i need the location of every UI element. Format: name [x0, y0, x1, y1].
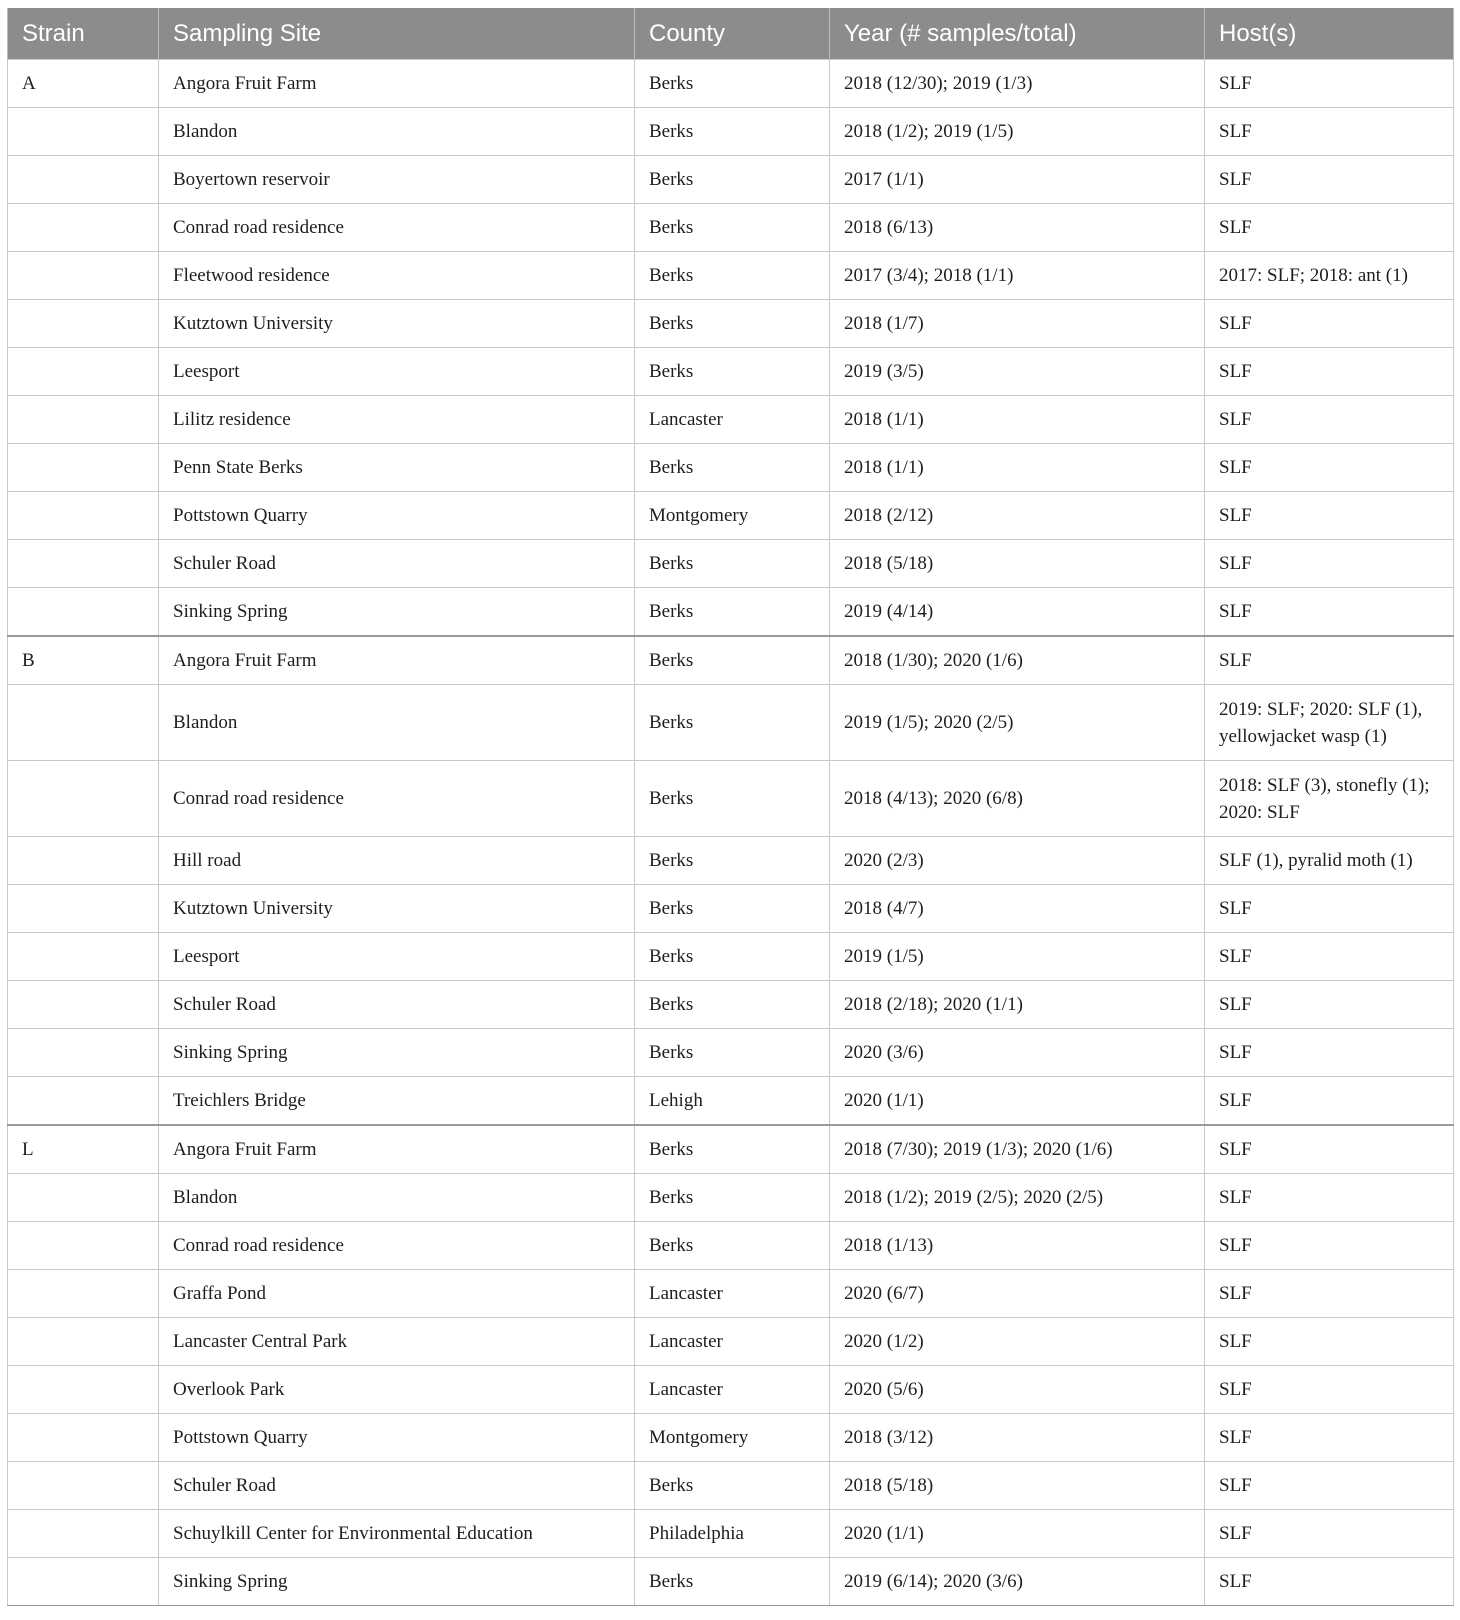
- cell-strain: [8, 885, 159, 933]
- cell-sampling-site: Conrad road residence: [159, 1222, 635, 1270]
- header-hosts: Host(s): [1205, 8, 1454, 60]
- cell-county: Berks: [635, 204, 830, 252]
- table-row: [8, 540, 1454, 588]
- table-row: [8, 60, 1454, 108]
- table-row: [8, 1558, 1454, 1606]
- cell-year: 2020 (3/6): [830, 1029, 1205, 1077]
- header-strain: Strain: [8, 8, 159, 60]
- cell-hosts: SLF: [1205, 636, 1454, 685]
- cell-sampling-site: Pottstown Quarry: [159, 492, 635, 540]
- cell-hosts: SLF: [1205, 1029, 1454, 1077]
- cell-sampling-site: Hill road: [159, 837, 635, 885]
- header-row: [8, 8, 1454, 60]
- cell-strain: [8, 1222, 159, 1270]
- table-row: [8, 1222, 1454, 1270]
- cell-sampling-site: Schuler Road: [159, 981, 635, 1029]
- table-row: [8, 1414, 1454, 1462]
- cell-year: 2018 (1/2); 2019 (1/5): [830, 108, 1205, 156]
- cell-county: Berks: [635, 300, 830, 348]
- cell-hosts: 2018: SLF (3), stonefly (1); 2020: SLF: [1205, 761, 1454, 837]
- cell-sampling-site: Blandon: [159, 685, 635, 761]
- cell-year: 2018 (3/12): [830, 1414, 1205, 1462]
- cell-sampling-site: Angora Fruit Farm: [159, 60, 635, 108]
- cell-strain: [8, 761, 159, 837]
- cell-county: Berks: [635, 588, 830, 637]
- cell-year: 2018 (2/18); 2020 (1/1): [830, 981, 1205, 1029]
- table-header: [8, 8, 1454, 60]
- cell-sampling-site: Leesport: [159, 933, 635, 981]
- cell-year: 2019 (4/14): [830, 588, 1205, 637]
- cell-hosts: SLF: [1205, 108, 1454, 156]
- cell-hosts: SLF: [1205, 348, 1454, 396]
- cell-hosts: SLF: [1205, 1125, 1454, 1174]
- cell-year: 2017 (1/1): [830, 156, 1205, 204]
- cell-county: Lehigh: [635, 1077, 830, 1126]
- cell-year: 2018 (12/30); 2019 (1/3): [830, 60, 1205, 108]
- cell-hosts: SLF: [1205, 1318, 1454, 1366]
- cell-year: 2018 (1/7): [830, 300, 1205, 348]
- cell-strain: [8, 1077, 159, 1126]
- cell-strain: [8, 1366, 159, 1414]
- cell-county: Lancaster: [635, 1318, 830, 1366]
- cell-county: Philadelphia: [635, 1510, 830, 1558]
- cell-year: 2018 (7/30); 2019 (1/3); 2020 (1/6): [830, 1125, 1205, 1174]
- cell-hosts: SLF: [1205, 1366, 1454, 1414]
- cell-strain: B: [8, 636, 159, 685]
- header-year: Year (# samples/total): [830, 8, 1205, 60]
- table-row: [8, 1174, 1454, 1222]
- cell-county: Berks: [635, 60, 830, 108]
- cell-year: 2019 (1/5): [830, 933, 1205, 981]
- table-row: [8, 156, 1454, 204]
- cell-hosts: SLF: [1205, 60, 1454, 108]
- cell-county: Berks: [635, 1462, 830, 1510]
- cell-year: 2020 (2/3): [830, 837, 1205, 885]
- table-row: [8, 204, 1454, 252]
- cell-strain: [8, 396, 159, 444]
- cell-county: Berks: [635, 685, 830, 761]
- cell-sampling-site: Conrad road residence: [159, 761, 635, 837]
- cell-year: 2018 (4/7): [830, 885, 1205, 933]
- cell-strain: [8, 1558, 159, 1606]
- cell-hosts: SLF: [1205, 1174, 1454, 1222]
- cell-strain: [8, 1318, 159, 1366]
- table-row: [8, 444, 1454, 492]
- cell-sampling-site: Schuler Road: [159, 540, 635, 588]
- cell-strain: [8, 348, 159, 396]
- cell-sampling-site: Schuylkill Center for Environmental Education: [159, 1510, 635, 1558]
- cell-sampling-site: Angora Fruit Farm: [159, 636, 635, 685]
- cell-sampling-site: Angora Fruit Farm: [159, 1125, 635, 1174]
- cell-year: 2020 (6/7): [830, 1270, 1205, 1318]
- cell-hosts: SLF: [1205, 492, 1454, 540]
- cell-strain: [8, 1414, 159, 1462]
- cell-year: 2018 (1/13): [830, 1222, 1205, 1270]
- cell-hosts: SLF: [1205, 204, 1454, 252]
- strain-table: [7, 8, 1454, 1606]
- cell-strain: [8, 252, 159, 300]
- cell-year: 2018 (1/1): [830, 396, 1205, 444]
- cell-sampling-site: Overlook Park: [159, 1366, 635, 1414]
- cell-hosts: SLF: [1205, 1270, 1454, 1318]
- cell-county: Montgomery: [635, 492, 830, 540]
- cell-strain: [8, 685, 159, 761]
- cell-county: Berks: [635, 156, 830, 204]
- cell-county: Berks: [635, 444, 830, 492]
- table-row: [8, 1029, 1454, 1077]
- cell-year: 2020 (1/1): [830, 1077, 1205, 1126]
- cell-sampling-site: Kutztown University: [159, 300, 635, 348]
- cell-strain: L: [8, 1125, 159, 1174]
- cell-hosts: SLF: [1205, 933, 1454, 981]
- table-row: [8, 300, 1454, 348]
- cell-hosts: SLF: [1205, 1077, 1454, 1126]
- cell-year: 2017 (3/4); 2018 (1/1): [830, 252, 1205, 300]
- cell-strain: [8, 156, 159, 204]
- cell-year: 2020 (1/2): [830, 1318, 1205, 1366]
- table-row: [8, 1510, 1454, 1558]
- cell-year: 2018 (1/30); 2020 (1/6): [830, 636, 1205, 685]
- cell-county: Berks: [635, 636, 830, 685]
- cell-county: Montgomery: [635, 1414, 830, 1462]
- cell-sampling-site: Schuler Road: [159, 1462, 635, 1510]
- cell-strain: [8, 1510, 159, 1558]
- table-row: [8, 1077, 1454, 1126]
- cell-sampling-site: Blandon: [159, 1174, 635, 1222]
- table-row: [8, 885, 1454, 933]
- cell-county: Lancaster: [635, 396, 830, 444]
- table-row: [8, 1270, 1454, 1318]
- cell-strain: [8, 588, 159, 637]
- table-row: [8, 492, 1454, 540]
- cell-hosts: SLF (1), pyralid moth (1): [1205, 837, 1454, 885]
- cell-county: Berks: [635, 933, 830, 981]
- cell-strain: [8, 933, 159, 981]
- cell-strain: [8, 492, 159, 540]
- cell-sampling-site: Blandon: [159, 108, 635, 156]
- cell-sampling-site: Sinking Spring: [159, 588, 635, 637]
- table-row: [8, 396, 1454, 444]
- cell-county: Berks: [635, 348, 830, 396]
- cell-county: Berks: [635, 1558, 830, 1606]
- cell-year: 2018 (5/18): [830, 1462, 1205, 1510]
- cell-hosts: SLF: [1205, 1414, 1454, 1462]
- cell-county: Berks: [635, 885, 830, 933]
- cell-strain: [8, 981, 159, 1029]
- header-sampling-site: Sampling Site: [159, 8, 635, 60]
- cell-county: Lancaster: [635, 1366, 830, 1414]
- table-body: [8, 60, 1454, 1606]
- cell-strain: [8, 1270, 159, 1318]
- cell-county: Lancaster: [635, 1270, 830, 1318]
- cell-hosts: SLF: [1205, 1510, 1454, 1558]
- cell-hosts: SLF: [1205, 540, 1454, 588]
- cell-year: 2018 (6/13): [830, 204, 1205, 252]
- cell-hosts: 2019: SLF; 2020: SLF (1), yellowjacket wasp (1): [1205, 685, 1454, 761]
- cell-hosts: SLF: [1205, 1222, 1454, 1270]
- cell-year: 2018 (2/12): [830, 492, 1205, 540]
- cell-sampling-site: Leesport: [159, 348, 635, 396]
- cell-sampling-site: Conrad road residence: [159, 204, 635, 252]
- table-row: [8, 1462, 1454, 1510]
- table-row: [8, 252, 1454, 300]
- cell-strain: [8, 1029, 159, 1077]
- table-row: [8, 837, 1454, 885]
- table-row: [8, 108, 1454, 156]
- cell-county: Berks: [635, 1029, 830, 1077]
- table-row: [8, 1318, 1454, 1366]
- cell-sampling-site: Lancaster Central Park: [159, 1318, 635, 1366]
- table-row: [8, 761, 1454, 837]
- cell-year: 2019 (1/5); 2020 (2/5): [830, 685, 1205, 761]
- cell-year: 2019 (3/5): [830, 348, 1205, 396]
- cell-strain: [8, 540, 159, 588]
- cell-hosts: SLF: [1205, 396, 1454, 444]
- cell-county: Berks: [635, 981, 830, 1029]
- cell-year: 2020 (1/1): [830, 1510, 1205, 1558]
- table-row: [8, 685, 1454, 761]
- cell-sampling-site: Sinking Spring: [159, 1558, 635, 1606]
- cell-sampling-site: Graffa Pond: [159, 1270, 635, 1318]
- cell-sampling-site: Fleetwood residence: [159, 252, 635, 300]
- table-row: [8, 636, 1454, 685]
- cell-hosts: SLF: [1205, 588, 1454, 637]
- cell-county: Berks: [635, 540, 830, 588]
- cell-hosts: SLF: [1205, 156, 1454, 204]
- table-row: [8, 933, 1454, 981]
- cell-strain: [8, 300, 159, 348]
- cell-county: Berks: [635, 1125, 830, 1174]
- cell-year: 2018 (4/13); 2020 (6/8): [830, 761, 1205, 837]
- cell-hosts: SLF: [1205, 885, 1454, 933]
- cell-strain: [8, 1462, 159, 1510]
- cell-county: Berks: [635, 1222, 830, 1270]
- table-row: [8, 981, 1454, 1029]
- cell-sampling-site: Boyertown reservoir: [159, 156, 635, 204]
- table-row: [8, 588, 1454, 637]
- table-row: [8, 348, 1454, 396]
- cell-sampling-site: Lilitz residence: [159, 396, 635, 444]
- cell-sampling-site: Sinking Spring: [159, 1029, 635, 1077]
- cell-sampling-site: Treichlers Bridge: [159, 1077, 635, 1126]
- cell-strain: [8, 204, 159, 252]
- cell-county: Berks: [635, 252, 830, 300]
- cell-hosts: SLF: [1205, 1558, 1454, 1606]
- cell-strain: [8, 1174, 159, 1222]
- cell-county: Berks: [635, 837, 830, 885]
- cell-sampling-site: Kutztown University: [159, 885, 635, 933]
- table-row: [8, 1125, 1454, 1174]
- table-row: [8, 1366, 1454, 1414]
- cell-strain: [8, 837, 159, 885]
- cell-year: 2018 (1/1): [830, 444, 1205, 492]
- cell-strain: A: [8, 60, 159, 108]
- cell-hosts: 2017: SLF; 2018: ant (1): [1205, 252, 1454, 300]
- cell-year: 2018 (1/2); 2019 (2/5); 2020 (2/5): [830, 1174, 1205, 1222]
- cell-sampling-site: Pottstown Quarry: [159, 1414, 635, 1462]
- cell-county: Berks: [635, 1174, 830, 1222]
- cell-year: 2020 (5/6): [830, 1366, 1205, 1414]
- cell-hosts: SLF: [1205, 1462, 1454, 1510]
- cell-hosts: SLF: [1205, 444, 1454, 492]
- cell-strain: [8, 108, 159, 156]
- cell-county: Berks: [635, 108, 830, 156]
- cell-year: 2018 (5/18): [830, 540, 1205, 588]
- cell-hosts: SLF: [1205, 981, 1454, 1029]
- cell-county: Berks: [635, 761, 830, 837]
- cell-strain: [8, 444, 159, 492]
- cell-year: 2019 (6/14); 2020 (3/6): [830, 1558, 1205, 1606]
- cell-sampling-site: Penn State Berks: [159, 444, 635, 492]
- cell-hosts: SLF: [1205, 300, 1454, 348]
- header-county: County: [635, 8, 830, 60]
